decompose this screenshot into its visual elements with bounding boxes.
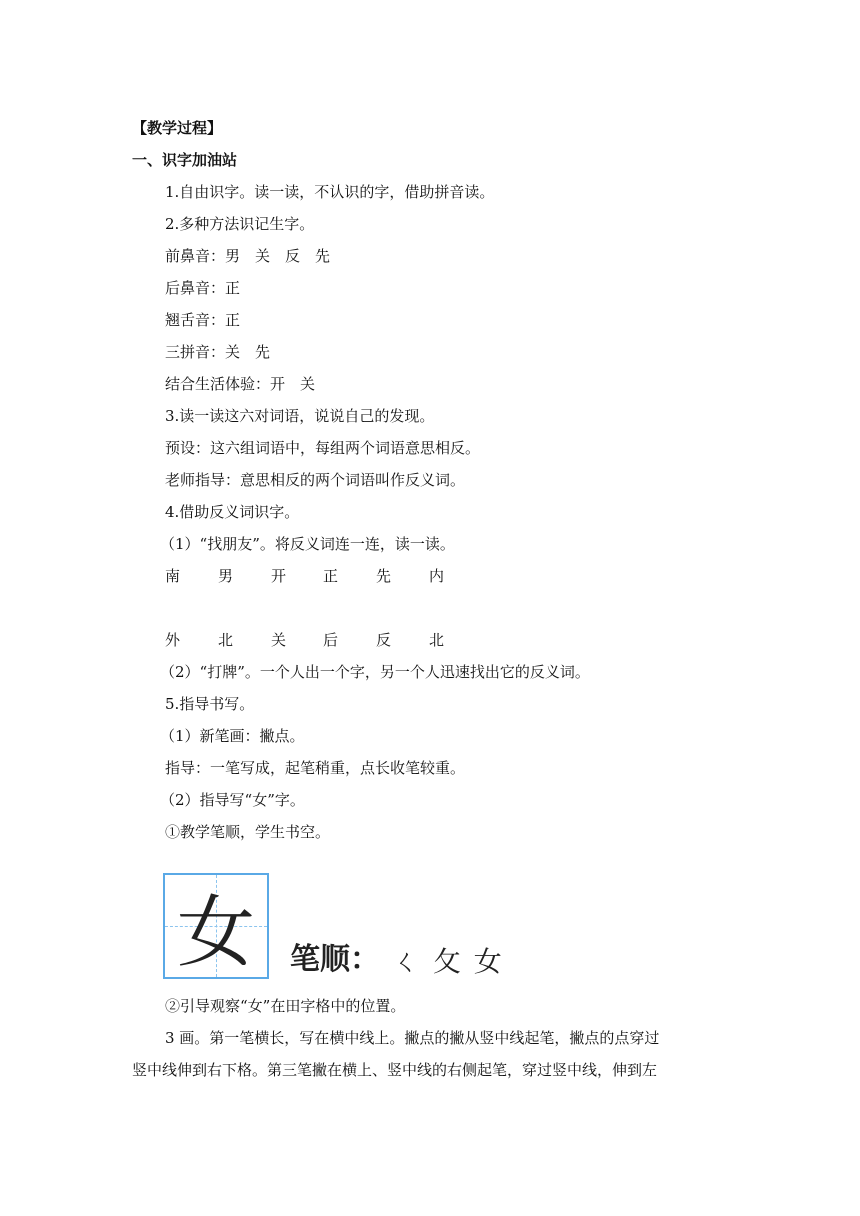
text-line: 预设：这六组词语中，每组两个词语意思相反。 <box>165 439 481 457</box>
text-line: 5.指导书写。 <box>165 695 255 713</box>
text-line: （1）“找朋友”。将反义词连一连，读一读。 <box>160 535 455 553</box>
text-line: 翘舌音：正 <box>165 311 241 329</box>
antonym-char[interactable]: 男 <box>218 567 234 585</box>
antonym-char[interactable]: 正 <box>323 567 339 585</box>
tianzige-grid <box>163 873 269 979</box>
antonym-char[interactable]: 南 <box>165 567 181 585</box>
antonym-row-bottom <box>165 630 485 650</box>
antonym-char[interactable]: 北 <box>218 631 234 649</box>
antonym-char[interactable]: 开 <box>271 567 287 585</box>
process-heading: 【教学过程】 <box>132 119 223 137</box>
text-line: （2）指导写“女”字。 <box>160 791 305 809</box>
text-line: 2.多种方法识记生字。 <box>165 215 315 233</box>
section-title: 一、识字加油站 <box>132 151 238 169</box>
antonym-char[interactable]: 后 <box>323 631 339 649</box>
text-line: ②引导观察“女”在田字格中的位置。 <box>165 997 406 1015</box>
text-line: 竖中线伸到右下格。第三笔撇在横上、竖中线的右侧起笔，穿过竖中线，伸到左 <box>132 1061 658 1079</box>
text-line: 三拼音：关 先 <box>165 343 271 361</box>
text-line: 结合生活体验：开 关 <box>165 375 316 393</box>
antonym-char[interactable]: 反 <box>376 631 392 649</box>
text-line: 前鼻音：男 关 反 先 <box>165 247 331 265</box>
antonym-char[interactable]: 内 <box>429 567 445 585</box>
stroke-order-sequence: ㄑ 攵 女 <box>392 945 504 978</box>
text-line: 1.自由识字。读一读，不认识的字，借助拼音读。 <box>165 183 495 201</box>
text-line: 老师指导：意思相反的两个词语叫作反义词。 <box>165 471 466 489</box>
antonym-char[interactable]: 北 <box>429 631 445 649</box>
stroke-order-label: 笔顺： <box>290 942 380 977</box>
text-line: 后鼻音：正 <box>165 279 241 297</box>
text-line: ①教学笔顺，学生书空。 <box>165 823 331 841</box>
antonym-row-top <box>165 566 485 586</box>
text-line: 4.借助反义词识字。 <box>165 503 300 521</box>
text-line: （1）新笔画：撇点。 <box>160 727 305 745</box>
antonym-char[interactable]: 关 <box>271 631 287 649</box>
text-line: 3.读一读这六对词语，说说自己的发现。 <box>165 407 435 425</box>
text-line: 指导：一笔写成，起笔稍重，点长收笔较重。 <box>165 759 466 777</box>
antonym-char[interactable]: 外 <box>165 631 181 649</box>
antonym-char[interactable]: 先 <box>376 567 392 585</box>
text-line: 3 画。第一笔横长，写在横中线上。撇点的撇从竖中线起笔，撇点的点穿过 <box>165 1029 660 1047</box>
model-character: 女 <box>176 888 255 978</box>
text-line: （2）“打牌”。一个人出一个字，另一个人迅速找出它的反义词。 <box>160 663 590 681</box>
